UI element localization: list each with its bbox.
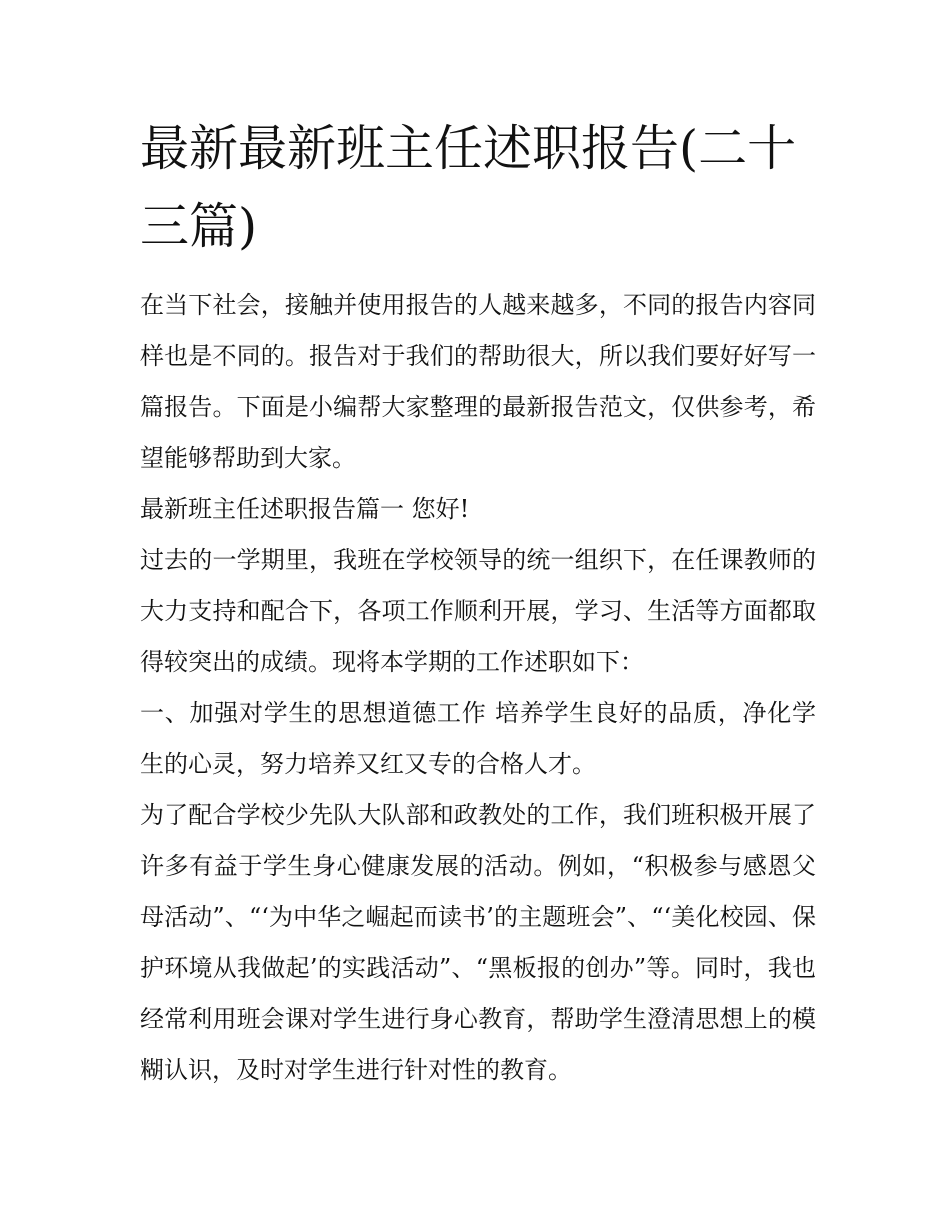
document-title: 最新最新班主任述职报告(二十三篇) — [140, 120, 797, 255]
paragraph-activities: 为了配合学校少先队大队部和政教处的工作，我们班积极开展了许多有益于学生身心健康发展的活动。例如，“积极参与感恩父母活动”、“‘为中华之崛起而读书’的主题班会”、“‘美化校园、保护环境从我做起’的实践活动”、“黑板报的创办”等。同时，我也经常利用班会课对学生进行身心教育，帮助学生澄清思想上的模糊认识，及时对学生进行针对性的教育。 — [140, 801, 816, 1084]
paragraph-section-heading: 最新班主任述职报告篇一 您好! — [140, 495, 470, 523]
document-body — [140, 280, 816, 1096]
paragraph-intro: 在当下社会，接触并使用报告的人越来越多，不同的报告内容同样也是不同的。报告对于我们的帮助很大，所以我们要好好写一篇报告。下面是小编帮大家整理的最新报告范文，仅供参考，希望能够帮助到大家。 — [140, 291, 816, 472]
paragraph-point-one: 一、加强对学生的思想道德工作 培养学生良好的品质，净化学生的心灵，努力培养又红又专的合格人才。 — [140, 699, 816, 778]
paragraph-overview: 过去的一学期里，我班在学校领导的统一组织下，在任课教师的大力支持和配合下，各项工作顺利开展，学习、生活等方面都取得较突出的成绩。现将本学期的工作述职如下： — [140, 546, 816, 676]
